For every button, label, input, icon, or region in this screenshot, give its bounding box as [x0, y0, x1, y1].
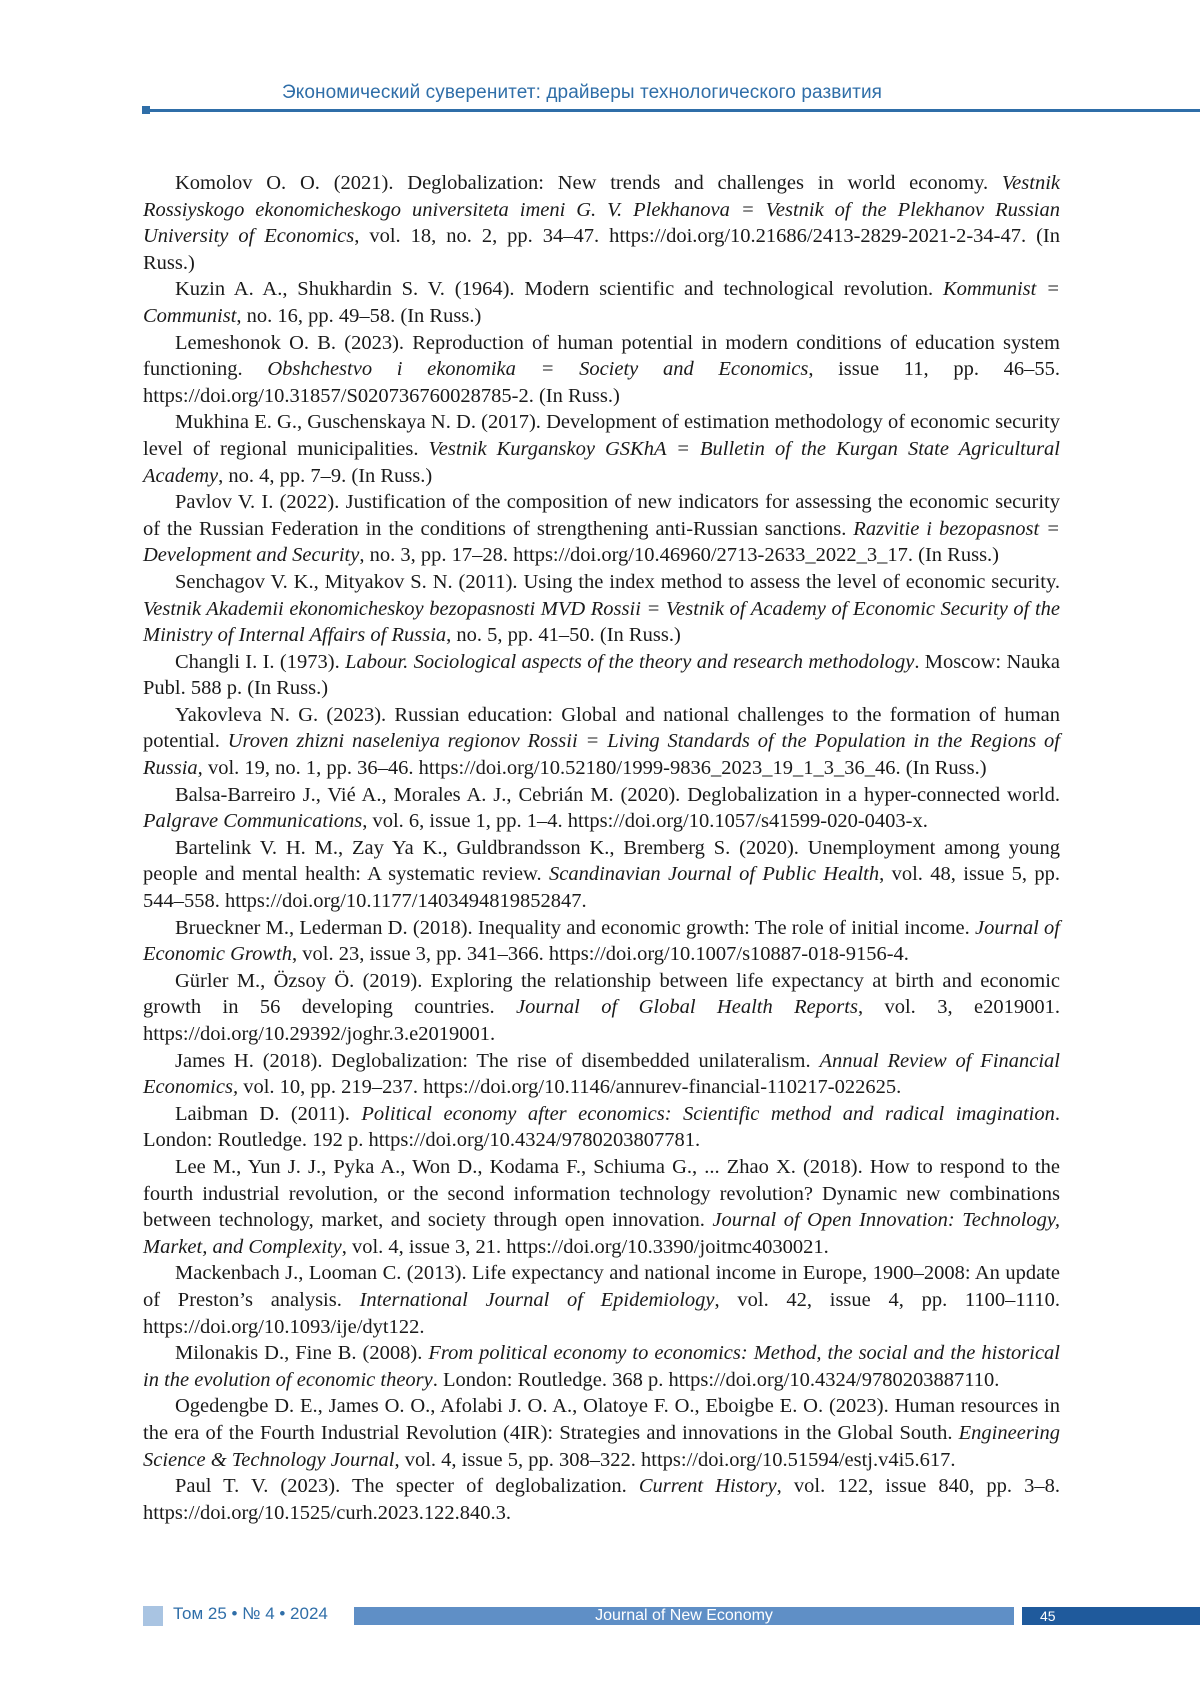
journal-name: Journal of New Economy	[354, 1607, 1014, 1625]
reference-item: Lee M., Yun J. J., Pyka A., Won D., Kodama F., Schiuma G., ... Zhao X. (2018). How to respond to the fourth industrial revolution, or the second information technology revolution? Dynamic new combinations between technology, market, and society through open innovation. Journal of Open Innovation: Technology, Market, and Complexity, vol. 4, issue 3, 21. https://doi.org/10.3390/joitmc4030021.	[143, 1154, 1060, 1260]
reference-item: Laibman D. (2011). Political economy after economics: Scientific method and radical imagination. London: Routledge. 192 p. https://doi.org/10.4324/9780203807781.	[143, 1101, 1060, 1154]
reference-item: Mackenbach J., Looman C. (2013). Life expectancy and national income in Europe, 1900–2008: An update of Preston’s analysis. International Journal of Epidemiology, vol. 42, issue 4, pp. 1100–1110. https://doi.org/10.1093/ije/dyt122.	[143, 1260, 1060, 1340]
reference-list	[143, 170, 1060, 1526]
running-title: Экономический суверенитет: драйверы технологического развития	[282, 82, 882, 104]
reference-item: Ogedengbe D. E., James O. O., Afolabi J. O. A., Olatoye F. O., Eboigbe E. O. (2023). Human resources in the era of the Fourth Industrial Revolution (4IR): Strategies and innovations in the Global South. Engineering Science & Technology Journal, vol. 4, issue 5, pp. 308–322. https://doi.org/10.51594/estj.v4i5.617.	[143, 1393, 1060, 1473]
reference-item: Paul T. V. (2023). The specter of deglobalization. Current History, vol. 122, issue 840, pp. 3–8. https://doi.org/10.1525/curh.2023.122.840.3.	[143, 1473, 1060, 1526]
reference-item: Kuzin A. A., Shukhardin S. V. (1964). Modern scientific and technological revolution. Kommunist = Communist, no. 16, pp. 49–58. (In Russ.)	[143, 276, 1060, 329]
reference-item: Bartelink V. H. M., Zay Ya K., Guldbrandsson K., Bremberg S. (2020). Unemployment among young people and mental health: A systematic review. Scandinavian Journal of Public Health, vol. 48, issue 5, pp. 544–558. https://doi.org/10.1177/1403494819852847.	[143, 835, 1060, 915]
reference-item: Milonakis D., Fine B. (2008). From political economy to economics: Method, the social and the historical in the evolution of economic theory. London: Routledge. 368 p. https://doi.org/10.4324/9780203887110.	[143, 1340, 1060, 1393]
reference-item: Yakovleva N. G. (2023). Russian education: Global and national challenges to the formation of human potential. Uroven zhizni naseleniya regionov Rossii = Living Standards of the Population in the Regions of Russia, vol. 19, no. 1, pp. 36–46. https://doi.org/10.52180/1999-9836_2023_19_1_3_36_46. (In Russ.)	[143, 702, 1060, 782]
reference-item: Changli I. I. (1973). Labour. Sociological aspects of the theory and research methodology. Moscow: Nauka Publ. 588 p. (In Russ.)	[143, 649, 1060, 702]
reference-item: Senchagov V. K., Mityakov S. N. (2011). Using the index method to assess the level of economic security. Vestnik Akademii ekonomicheskoy bezopasnosti MVD Rossii = Vestnik of Academy of Economic Security of the Ministry of Internal Affairs of Russia, no. 5, pp. 41–50. (In Russ.)	[143, 569, 1060, 649]
issue-info: Том 25 • № 4 • 2024	[173, 1604, 328, 1624]
header-rule	[146, 109, 1200, 112]
reference-item: Brueckner M., Lederman D. (2018). Inequality and economic growth: The role of initial income. Journal of Economic Growth, vol. 23, issue 3, pp. 341–366. https://doi.org/10.1007/s10887-018-9156-4.	[143, 915, 1060, 968]
reference-item: Balsa-Barreiro J., Vié A., Morales A. J., Cebrián M. (2020). Deglobalization in a hyper-connected world. Palgrave Communications, vol. 6, issue 1, pp. 1–4. https://doi.org/10.1057/s41599-020-0403-x.	[143, 782, 1060, 835]
reference-item: Komolov O. O. (2021). Deglobalization: New trends and challenges in world economy. Vestnik Rossiyskogo ekonomicheskogo universiteta imeni G. V. Plekhanova = Vestnik of the Plekhanov Russian University of Economics, vol. 18, no. 2, pp. 34–47. https://doi.org/10.21686/2413-2829-2021-2-34-47. (In Russ.)	[143, 170, 1060, 276]
page-number: 45	[1022, 1607, 1200, 1625]
reference-item: Gürler M., Özsoy Ö. (2019). Exploring the relationship between life expectancy at birth and economic growth in 56 developing countries. Journal of Global Health Reports, vol. 3, e2019001. https://doi.org/10.29392/joghr.3.e2019001.	[143, 968, 1060, 1048]
reference-item: James H. (2018). Deglobalization: The rise of disembedded unilateralism. Annual Review of Financial Economics, vol. 10, pp. 219–237. https://doi.org/10.1146/annurev-financial-110217-022625.	[143, 1048, 1060, 1101]
reference-item: Mukhina E. G., Guschenskaya N. D. (2017). Development of estimation methodology of economic security level of regional municipalities. Vestnik Kurganskoy GSKhA = Bulletin of the Kurgan State Agricultural Academy, no. 4, pp. 7–9. (In Russ.)	[143, 409, 1060, 489]
reference-item: Pavlov V. I. (2022). Justification of the composition of new indicators for assessing the economic security of the Russian Federation in the conditions of strengthening anti-Russian sanctions. Razvitie i bezopasnost = Development and Security, no. 3, pp. 17–28. https://doi.org/10.46960/2713-2633_2022_3_17. (In Russ.)	[143, 489, 1060, 569]
reference-item: Lemeshonok O. B. (2023). Reproduction of human potential in modern conditions of education system functioning. Obshchestvo i ekonomika = Society and Economics, issue 11, pp. 46–55. https://doi.org/10.31857/S020736760028785-2. (In Russ.)	[143, 330, 1060, 410]
footer-marker	[143, 1606, 163, 1626]
